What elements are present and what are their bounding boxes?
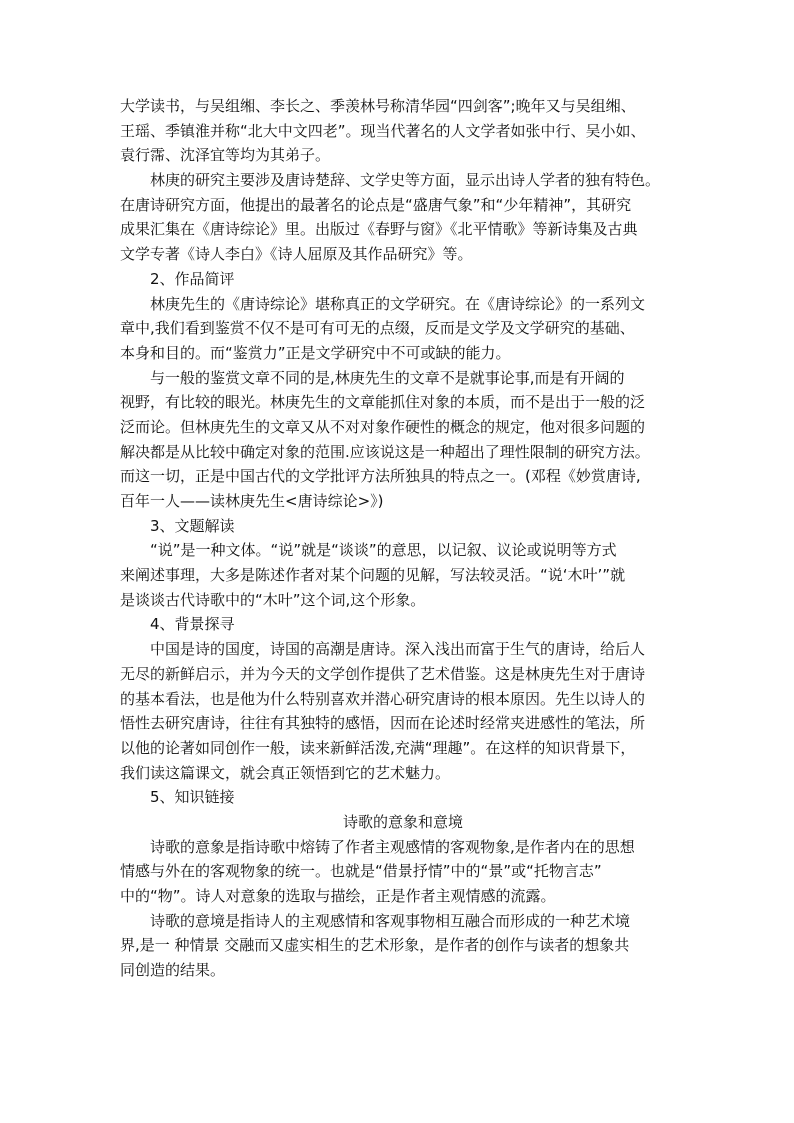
paragraph-start: 林庚先生的《唐诗综论》堪称真正的文学研究。在《唐诗综论》的一系列文 xyxy=(150,294,646,313)
text-line: 本身和目的。而“鉴赏力”正是文学研究中不可或缺的能力。 xyxy=(120,343,511,362)
text-line: 是谈谈古代诗歌中的“木叶”这个词,这个形象。 xyxy=(120,590,426,609)
text-line: 成果汇集在《唐诗综论》里。出版过《春野与窗》《北平情歌》等新诗集及古典 xyxy=(120,220,638,239)
text-line: 泛而论。但林庚先生的文章又从不对对象作硬性的概念的规定，他对很多问题的 xyxy=(120,417,646,436)
text-line: 在唐诗研究方面，他提出的最著名的论点是“盛唐气象”和“少年精神”，其研究 xyxy=(120,195,632,214)
subsection-title: 诗歌的意象和意境 xyxy=(342,812,463,831)
text-line: 情感与外在的客观物象的统一。也就是“借景抒情”中的“景”或“托物言志” xyxy=(120,862,602,881)
document-page xyxy=(120,94,686,983)
paragraph-start: 与一般的鉴赏文章不同的是,林庚先生的文章不是就事论事,而是有开阔的 xyxy=(150,368,625,387)
text-line: 中的“物”。诗人对意象的选取与描绘，正是作者主观情感的流露。 xyxy=(120,887,556,905)
section-heading: 2、作品简评 xyxy=(150,269,235,288)
text-line: 百年一人——读林庚先生<唐诗综论>》) xyxy=(120,492,384,510)
text-line: 大学读书，与吴组缃、李长之、季羡林号称清华园“四剑客”;晚年又与吴组缃、 xyxy=(120,97,636,115)
text-line: 以他的论著如同创作一般，读来新鲜活泼,充满“理趣”。在这样的知识背景下， xyxy=(120,738,636,757)
text-line: 同创造的结果。 xyxy=(120,961,226,980)
text-line: 来阐述事理，大多是陈述作者对某个问题的见解，写法较灵活。“说‘木叶’”就 xyxy=(120,566,626,585)
text-line: 章中,我们看到鉴赏不仅不是可有可无的点缀，反而是文学及文学研究的基础、 xyxy=(120,319,635,338)
text-line: 我们读这篇课文，就会真正领悟到它的艺术魅力。 xyxy=(120,763,451,782)
text-line: 的基本看法，也是他为什么特别喜欢并潜心研究唐诗的根本原因。先生以诗人的 xyxy=(120,689,646,708)
text-line: 视野，有比较的眼光。林庚先生的文章能抓住对象的本质，而不是出于一般的泛 xyxy=(120,393,646,412)
paragraph-start: 诗歌的意象是指诗歌中熔铸了作者主观感情的客观物象,是作者内在的思想 xyxy=(150,837,635,856)
text-line: 悟性去研究唐诗，往往有其独特的感悟，因而在论述时经常夹进感性的笔法，所 xyxy=(120,714,646,733)
text-line: 文学专著《诗人李白》《诗人屈原及其作品研究》等。 xyxy=(120,245,473,264)
section-heading: 4、背景探寻 xyxy=(150,615,235,634)
section-heading: 5、知识链接 xyxy=(150,788,235,807)
text-line: 而这一切，正是中国古代的文学批评方法所独具的特点之一。(邓程《妙赏唐诗, xyxy=(120,467,641,486)
text-line: 袁行霈、沈泽宜等均为其弟子。 xyxy=(120,146,331,165)
paragraph-start: 诗歌的意境是指诗人的主观感情和客观事物相互融合而形成的一种艺术境 xyxy=(150,911,631,930)
paragraph-start: “说”是一种文体。“说”就是“谈谈”的意思，以记叙、议论或说明等方式 xyxy=(150,541,617,560)
paragraph-start: 中国是诗的国度，诗国的高潮是唐诗。深入浅出而富于生气的唐诗，给后人 xyxy=(150,640,646,659)
paragraph-start: 林庚的研究主要涉及唐诗楚辞、文学史等方面，显示出诗人学者的独有特色。 xyxy=(150,171,661,190)
text-line: 界,是一 种情景 交融而又虚实相生的艺术形象，是作者的创作与读者的想象共 xyxy=(120,936,630,955)
section-heading: 3、文题解读 xyxy=(150,516,235,535)
text-line: 解决都是从比较中确定对象的范围.应该说这是一种超出了理性限制的研究方法。 xyxy=(120,442,650,461)
text-line: 无尽的新鲜启示，并为今天的文学创作提供了艺术借鉴。这是林庚先生对于唐诗 xyxy=(120,664,646,683)
text-line: 王瑶、季镇淮并称“北大中文四老”。现当代著名的人文学者如张中行、吴小如、 xyxy=(120,121,646,140)
